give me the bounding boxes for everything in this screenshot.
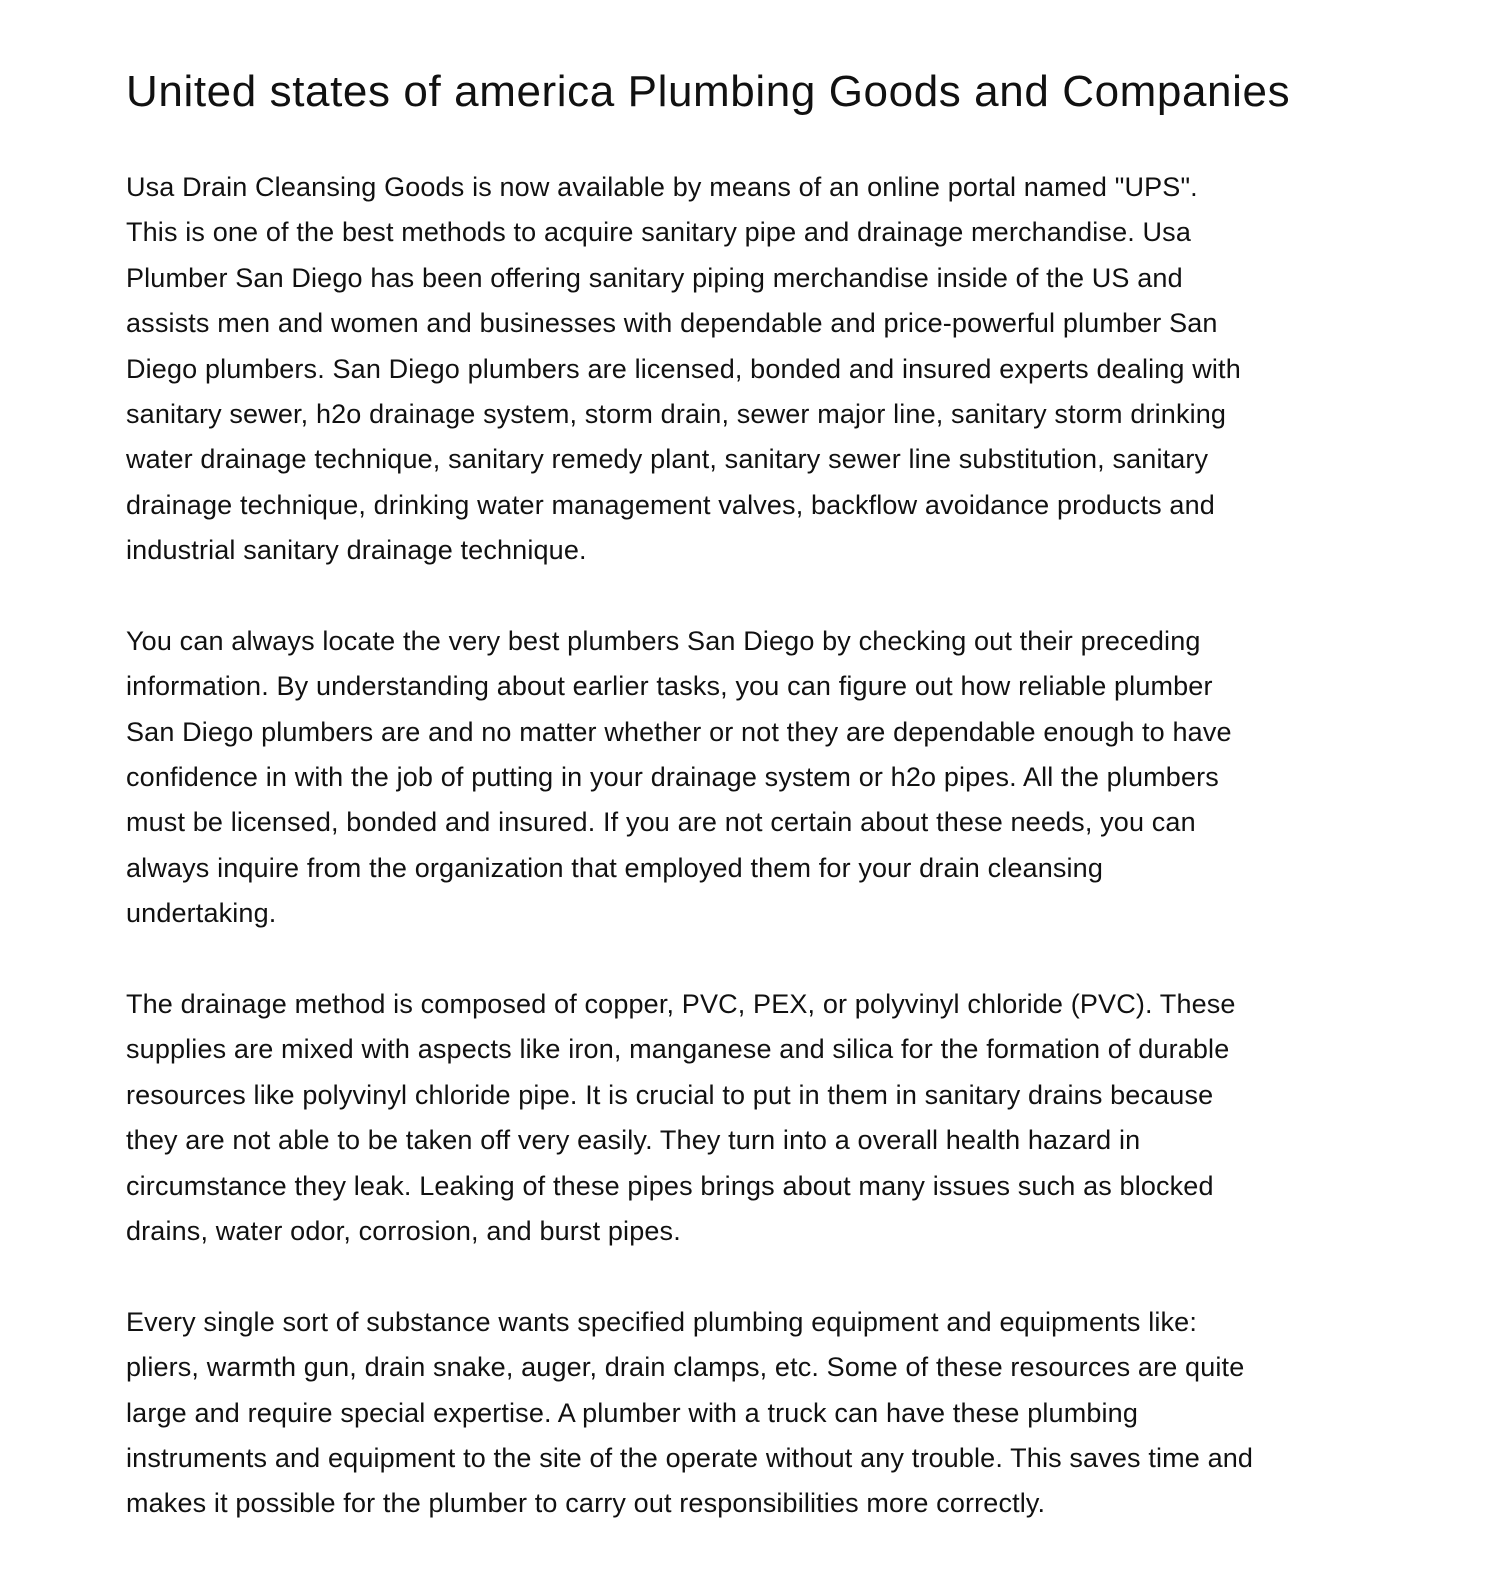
text-line: Plumber San Diego has been offering sanitary piping merchandise inside of the US and xyxy=(126,262,1183,293)
text-line: large and require special expertise. A plumber with a truck can have these plumbing xyxy=(126,1397,1139,1428)
text-line: water drainage technique, sanitary remedy plant, sanitary sewer line substitution, sanitary xyxy=(126,444,1209,475)
text-line: pliers, warmth gun, drain snake, auger, drain clamps, etc. Some of these resources are quite xyxy=(126,1352,1245,1383)
text-line: This is one of the best methods to acquire sanitary pipe and drainage merchandise. Usa xyxy=(126,217,1192,248)
text-line: supplies are mixed with aspects like iron, manganese and silica for the formation of durable xyxy=(126,1034,1230,1065)
text-line: Diego plumbers. San Diego plumbers are licensed, bonded and insured experts dealing with xyxy=(126,353,1241,384)
page-title: United states of america Plumbing Goods and Companies xyxy=(126,67,1291,116)
text-line: industrial sanitary drainage technique. xyxy=(126,535,587,566)
paragraph xyxy=(126,1300,1253,1527)
text-line: assists men and women and businesses with dependable and price-powerful plumber San xyxy=(126,308,1218,339)
text-line: must be licensed, bonded and insured. If you are not certain about these needs, you can xyxy=(126,807,1196,838)
text-line: instruments and equipment to the site of the operate without any trouble. This saves time and xyxy=(126,1442,1254,1473)
text-line: drains, water odor, corrosion, and burst pipes. xyxy=(126,1215,681,1246)
text-line: San Diego plumbers are and no matter whether or not they are dependable enough to have xyxy=(126,716,1232,747)
paragraph xyxy=(126,619,1253,937)
text-line: You can always locate the very best plumbers San Diego by checking out their preceding xyxy=(126,625,1201,656)
text-line: they are not able to be taken off very easily. They turn into a overall health hazard in xyxy=(126,1125,1141,1156)
text-line: undertaking. xyxy=(126,898,277,929)
text-line: sanitary sewer, h2o drainage system, storm drain, sewer major line, sanitary storm drinking xyxy=(126,398,1227,429)
text-line: resources like polyvinyl chloride pipe. It is crucial to put in them in sanitary drains because xyxy=(126,1079,1214,1110)
paragraph xyxy=(126,165,1253,574)
text-line: The drainage method is composed of copper, PVC, PEX, or polyvinyl chloride (PVC). These xyxy=(126,989,1236,1020)
text-line: information. By understanding about earlier tasks, you can figure out how reliable plumber xyxy=(126,671,1213,702)
text-line: Every single sort of substance wants specified plumbing equipment and equipments like: xyxy=(126,1306,1197,1337)
text-line: confidence in with the job of putting in your drainage system or h2o pipes. All the plumbers xyxy=(126,762,1219,793)
paragraph xyxy=(126,982,1253,1254)
text-line: always inquire from the organization that employed them for your drain cleansing xyxy=(126,852,1104,883)
text-line: makes it possible for the plumber to carry out responsibilities more correctly. xyxy=(126,1488,1046,1519)
document-body xyxy=(126,165,1253,1572)
text-line: drainage technique, drinking water management valves, backflow avoidance products and xyxy=(126,489,1215,520)
text-line: Usa Drain Cleansing Goods is now available by means of an online portal named "UPS". xyxy=(126,172,1198,202)
text-line: circumstance they leak. Leaking of these pipes brings about many issues such as blocked xyxy=(126,1170,1214,1201)
